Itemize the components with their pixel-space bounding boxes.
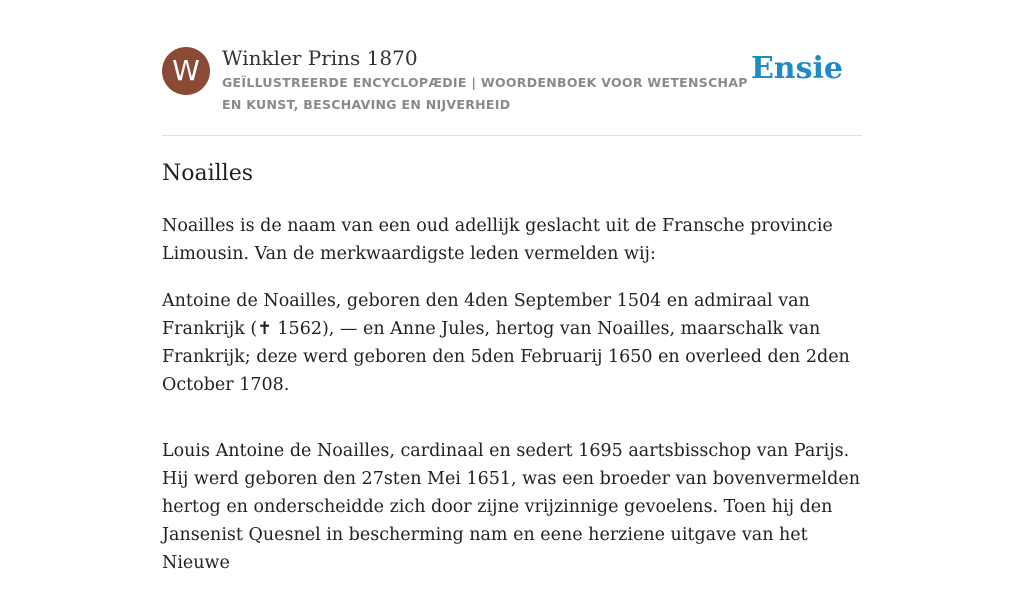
source-header xyxy=(162,46,862,118)
article-paragraph: Antoine de Noailles, geboren den 4den September 1504 en admiraal van Frankrijk (✝ 1562), — en Anne Jules, hertog van Noailles, maarschalk van Frankrijk; deze werd geboren den 5den Februarij 1650 en overleed den 2den October 1708. xyxy=(162,291,850,395)
header-divider xyxy=(162,135,862,136)
source-title[interactable]: Winkler Prins 1870 xyxy=(222,46,418,70)
article-paragraph: Louis Antoine de Noailles, cardinaal en sedert 1695 aartsbisschop van Parijs. Hij werd geboren den 27sten Mei 1651, was een broeder van bovenvermelden hertog en onderscheidde zich door zijne vrijzinnige gevoelens. Toen hij den Jansenist Quesnel in bescherming nam en eene herziene uitgave van het Nieuwe xyxy=(162,441,860,573)
source-subtitle: GEÏLLUSTREERDE ENCYCLOPÆDIE | WOORDENBOEK VOOR WETENSCHAP EN KUNST, BESCHAVING EN NIJVERHEID xyxy=(222,75,748,112)
ensie-logo-link[interactable]: Ensie xyxy=(750,51,843,86)
source-avatar[interactable]: W xyxy=(162,47,210,95)
article-body xyxy=(162,212,862,596)
article-paragraph: Noailles is de naam van een oud adellijk geslacht uit de Fransche provincie Limousin. Van de merkwaardigste leden vermelden wij: xyxy=(162,216,833,264)
article-title: Noailles xyxy=(162,161,254,186)
